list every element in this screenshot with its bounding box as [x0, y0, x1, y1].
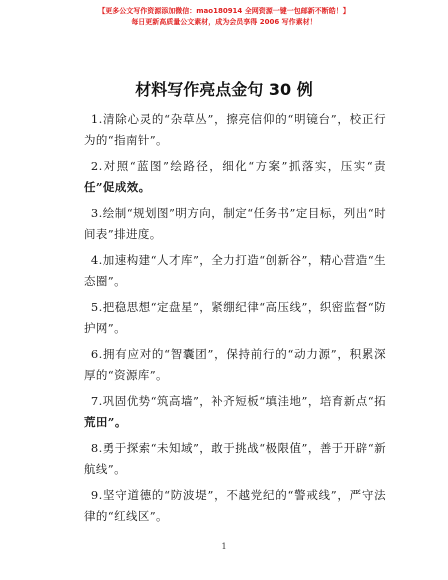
phrase-item-3 [84, 203, 386, 245]
item-text: 坚守道德的“防波堤”，不越党纪的“警戒线”，严守法律的“红线区”。 [84, 488, 386, 523]
item-number: 8. [90, 441, 103, 455]
item-emphasis: 任”促成效。 [84, 180, 151, 194]
phrase-item-7 [84, 391, 386, 433]
promo-line-2: 每日更新高质量公文素材，成为会员享得 2006 写作素材！ [131, 18, 317, 26]
item-text: 勇于探索“未知域”，敢于挑战“极限值”，善于开辟“新航线”。 [84, 441, 386, 476]
phrase-list [84, 109, 386, 532]
phrase-item-6 [84, 344, 386, 386]
item-number: 2. [90, 159, 103, 173]
item-text: 清除心灵的“杂草丛”，擦亮信仰的“明镜台”，校正行为的“指南针”。 [84, 112, 386, 147]
item-text: 对照“蓝图”绘路径，细化“方案”抓落实，压实“责 [102, 159, 386, 173]
promo-line-1: 【更多公文写作资源添加微信：mao180914 全网资源一键一包邮新不断皓！】 [98, 7, 350, 15]
item-number: 7. [90, 394, 103, 408]
phrase-item-2 [84, 156, 386, 198]
promo-banner [0, 6, 448, 28]
item-text: 把稳思想“定盘星”，紧绷纪律“高压线”，织密监督“防护网”。 [84, 300, 386, 335]
phrase-item-5 [84, 297, 386, 339]
item-number: 1. [90, 112, 103, 126]
item-number: 3. [90, 206, 103, 220]
phrase-item-4 [84, 250, 386, 292]
item-number: 9. [90, 488, 103, 502]
phrase-item-8 [84, 438, 386, 480]
item-text: 巩固优势“筑高墙”，补齐短板“填洼地”，培育新点“拓 [102, 394, 386, 408]
phrase-item-1 [84, 109, 386, 151]
item-text: 加速构建“人才库”，全力打造“创新谷”，精心营造“生态圈”。 [84, 253, 386, 288]
page-title: 材料写作亮点金句 30 例 [135, 80, 313, 99]
item-emphasis: 荒田”。 [84, 415, 127, 429]
item-number: 4. [90, 253, 103, 267]
page-number: 1 [221, 542, 227, 551]
phrase-item-9 [84, 485, 386, 527]
item-text: 绘制“规划图”明方向，制定“任务书”定目标，列出“时间表”排进度。 [84, 206, 386, 241]
item-text: 拥有应对的“智囊团”，保持前行的“动力源”，积累深厚的“资源库”。 [84, 347, 386, 382]
item-number: 6. [90, 347, 103, 361]
item-number: 5. [90, 300, 103, 314]
